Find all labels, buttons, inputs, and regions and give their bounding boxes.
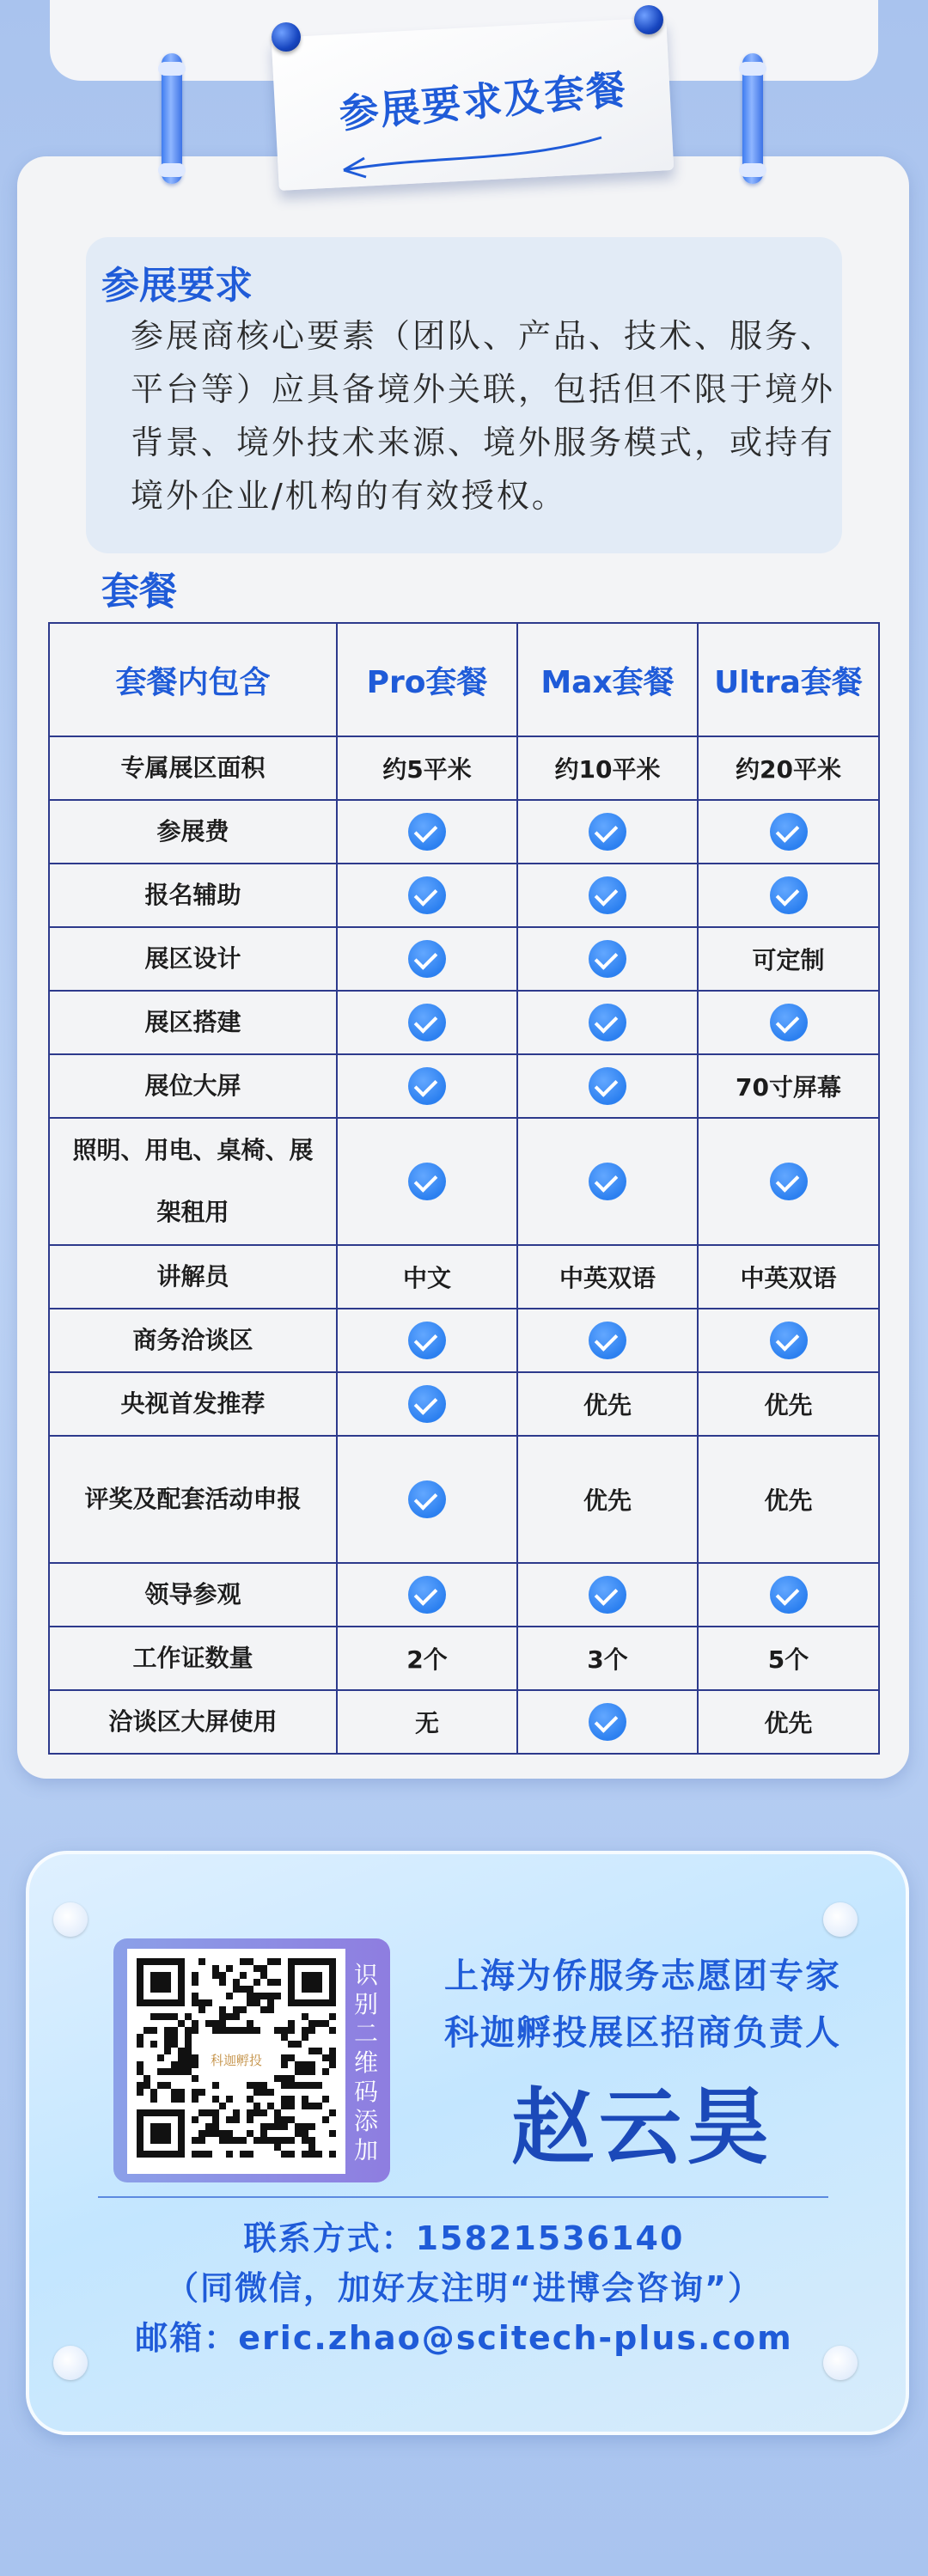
value-cell xyxy=(337,991,517,1054)
checkmark-icon xyxy=(589,1067,626,1105)
checkmark-icon xyxy=(408,1163,446,1200)
table-row xyxy=(49,800,879,864)
value-cell: 约20平米 xyxy=(698,736,879,800)
table-row xyxy=(49,1245,879,1309)
value-cell: 优先 xyxy=(698,1372,879,1436)
email-line[interactable]: 邮箱：eric.zhao@scitech-plus.com xyxy=(135,2319,793,2357)
value-cell xyxy=(337,1309,517,1372)
checkmark-icon xyxy=(408,940,446,978)
org-line-1: 上海为侨服务志愿团专家 xyxy=(444,1956,841,1996)
value-cell: 5个 xyxy=(698,1627,879,1690)
feature-cell: 专属展区面积 xyxy=(49,736,337,800)
decorative-dot xyxy=(53,1902,88,1937)
checkmark-icon xyxy=(589,1322,626,1359)
checkmark-icon xyxy=(408,1004,446,1041)
qr-code[interactable] xyxy=(127,1949,345,2174)
feature-cell: 展区设计 xyxy=(49,927,337,991)
value-cell: 约10平米 xyxy=(517,736,698,800)
swoosh-arrow-icon xyxy=(327,129,610,180)
value-cell xyxy=(517,1690,698,1754)
checkmark-icon xyxy=(408,876,446,914)
value-cell xyxy=(337,1436,517,1563)
checkmark-icon xyxy=(408,1576,446,1614)
table-row xyxy=(49,1436,879,1563)
value-cell xyxy=(337,1118,517,1245)
checkmark-icon xyxy=(589,813,626,851)
value-cell xyxy=(337,1372,517,1436)
value-cell xyxy=(517,1309,698,1372)
table-row xyxy=(49,1309,879,1372)
pushpin-icon xyxy=(634,5,663,34)
contact-name: 赵云昊 xyxy=(511,2079,774,2176)
checkmark-icon xyxy=(408,1480,446,1518)
value-cell: 约5平米 xyxy=(337,736,517,800)
value-cell: 中英双语 xyxy=(517,1245,698,1309)
feature-cell: 参展费 xyxy=(49,800,337,864)
org-line-2: 科迦孵投展区招商负责人 xyxy=(444,2013,841,2053)
feature-cell: 洽谈区大屏使用 xyxy=(49,1690,337,1754)
checkmark-icon xyxy=(770,1163,808,1200)
column-header: Pro套餐 xyxy=(337,623,517,736)
table-row xyxy=(49,991,879,1054)
pushpin-icon xyxy=(272,22,301,52)
table-row xyxy=(49,1690,879,1754)
checkmark-icon xyxy=(408,1067,446,1105)
feature-cell: 评奖及配套活动申报 xyxy=(49,1436,337,1563)
value-cell xyxy=(517,1118,698,1245)
checkmark-icon xyxy=(770,876,808,914)
value-cell xyxy=(517,864,698,927)
value-cell xyxy=(517,927,698,991)
feature-cell: 领导参观 xyxy=(49,1563,337,1627)
value-cell xyxy=(337,800,517,864)
value-cell xyxy=(517,1563,698,1627)
value-cell xyxy=(337,1054,517,1118)
qr-side-text: 识别二维码添加 xyxy=(353,1961,378,2164)
decorative-dot xyxy=(823,1902,858,1937)
value-cell: 中文 xyxy=(337,1245,517,1309)
checkmark-icon xyxy=(408,1322,446,1359)
feature-cell: 展位大屏 xyxy=(49,1054,337,1118)
table-row xyxy=(49,1118,879,1245)
left-pole-decoration xyxy=(162,53,182,184)
value-cell xyxy=(517,800,698,864)
value-cell xyxy=(698,991,879,1054)
feature-cell: 讲解员 xyxy=(49,1245,337,1309)
value-cell xyxy=(698,864,879,927)
value-cell: 优先 xyxy=(517,1436,698,1563)
packages-table xyxy=(48,622,880,1755)
requirements-text: 参展商核心要素（团队、产品、技术、服务、平台等）应具备境外关联，包括但不限于境外背景、境外技术来源、境外服务模式，或持有境外企业/机构的有效授权。 xyxy=(131,317,836,515)
requirements-heading: 参展要求 xyxy=(101,264,253,308)
checkmark-icon xyxy=(770,813,808,851)
value-cell: 优先 xyxy=(517,1372,698,1436)
table-row xyxy=(49,1563,879,1627)
feature-cell: 商务洽谈区 xyxy=(49,1309,337,1372)
column-header: Ultra套餐 xyxy=(698,623,879,736)
checkmark-icon xyxy=(589,1576,626,1614)
checkmark-icon xyxy=(589,876,626,914)
value-cell xyxy=(698,1309,879,1372)
column-header: 套餐内包含 xyxy=(49,623,337,736)
table-header-row xyxy=(49,623,879,736)
table-row xyxy=(49,736,879,800)
table-row xyxy=(49,1054,879,1118)
right-pole-decoration xyxy=(742,53,763,184)
qr-logo-text: 科迦孵投 xyxy=(210,2053,263,2068)
checkmark-icon xyxy=(770,1004,808,1041)
value-cell: 可定制 xyxy=(698,927,879,991)
page-title: 参展要求及套餐 xyxy=(337,65,629,137)
feature-cell: 工作证数量 xyxy=(49,1627,337,1690)
checkmark-icon xyxy=(408,1385,446,1423)
feature-cell: 展区搭建 xyxy=(49,991,337,1054)
phone-line[interactable]: 联系方式：15821536140 xyxy=(243,2219,685,2257)
checkmark-icon xyxy=(589,1703,626,1741)
value-cell: 优先 xyxy=(698,1690,879,1754)
value-cell: 70寸屏幕 xyxy=(698,1054,879,1118)
checkmark-icon xyxy=(770,1322,808,1359)
checkmark-icon xyxy=(408,813,446,851)
value-cell xyxy=(517,1054,698,1118)
table-row xyxy=(49,1372,879,1436)
value-cell: 优先 xyxy=(698,1436,879,1563)
value-cell: 无 xyxy=(337,1690,517,1754)
value-cell xyxy=(698,800,879,864)
value-cell xyxy=(698,1118,879,1245)
value-cell xyxy=(337,864,517,927)
feature-cell: 报名辅助 xyxy=(49,864,337,927)
checkmark-icon xyxy=(589,1004,626,1041)
divider xyxy=(98,2196,828,2198)
packages-heading: 套餐 xyxy=(101,570,177,613)
value-cell xyxy=(337,1563,517,1627)
value-cell xyxy=(337,927,517,991)
wechat-line: （同微信，加好友注明“进博会咨询”） xyxy=(166,2269,762,2307)
value-cell: 中英双语 xyxy=(698,1245,879,1309)
checkmark-icon xyxy=(589,940,626,978)
value-cell xyxy=(517,991,698,1054)
table-row xyxy=(49,927,879,991)
value-cell xyxy=(698,1563,879,1627)
value-cell: 3个 xyxy=(517,1627,698,1690)
value-cell: 2个 xyxy=(337,1627,517,1690)
column-header: Max套餐 xyxy=(517,623,698,736)
qr-code-icon xyxy=(127,1949,345,2174)
feature-cell: 央视首发推荐 xyxy=(49,1372,337,1436)
table-row xyxy=(49,864,879,927)
table-row xyxy=(49,1627,879,1690)
checkmark-icon xyxy=(770,1576,808,1614)
checkmark-icon xyxy=(589,1163,626,1200)
feature-cell: 照明、用电、桌椅、展架租用 xyxy=(49,1118,337,1245)
